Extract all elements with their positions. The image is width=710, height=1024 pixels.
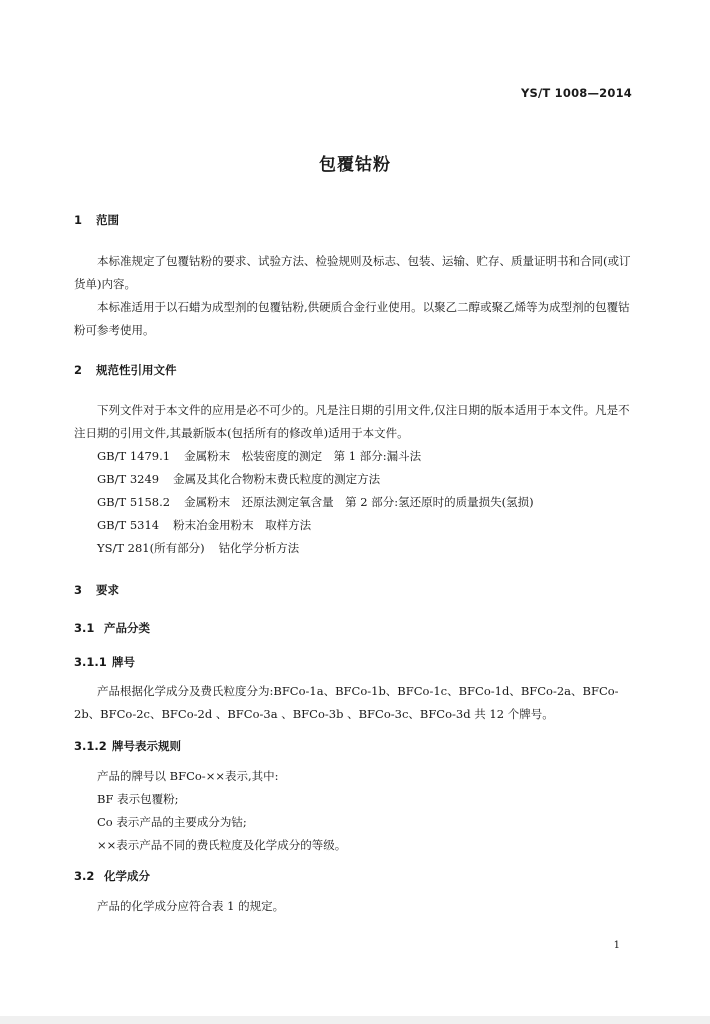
section-3-1-heading: [74, 620, 150, 636]
normative-reference: [97, 494, 534, 510]
section-3-1-1-heading: [74, 654, 135, 670]
section-title: 产品分类: [104, 621, 150, 635]
section-3-1-2-heading: [74, 738, 181, 754]
section-3-heading: [74, 582, 119, 598]
document-title: 包覆钴粉: [319, 155, 391, 175]
section-3-2-heading: [74, 868, 150, 884]
paragraph: 产品根据化学成分及费氏粒度分为:BFCo-1a、BFCo-1b、BFCo-1c、BFCo-1d、BFCo-2a、BFCo-2b、BFCo-2c、BFCo-2d 、BFCo-3a 、BFCo-3b 、BFCo-3c、BFCo-3d 共 12 个牌号。: [74, 684, 619, 721]
reference-code: GB/T 5158.2: [97, 495, 171, 509]
text-line: 产品的化学成分应符合表 1 的规定。: [97, 899, 285, 913]
section-2-heading: [74, 362, 177, 378]
section-number: 3.1.1: [74, 655, 107, 669]
standard-code: YS/T 1008—2014: [521, 86, 632, 100]
section-number: 3: [74, 583, 83, 597]
section-number: 1: [74, 213, 83, 227]
section-title: 范围: [96, 213, 119, 227]
paragraph: 本标准规定了包覆钴粉的要求、试验方法、检验规则及标志、包装、运输、贮存、质量证明书和合同(或订货单)内容。: [74, 254, 631, 291]
section-title: 规范性引用文件: [96, 363, 177, 377]
section-2-intro: [74, 399, 634, 445]
normative-reference: [97, 471, 380, 487]
text-line: 产品的牌号以 BFCo-××表示,其中:: [97, 769, 279, 783]
section-number: 3.1: [74, 621, 95, 635]
section-1-body: [74, 250, 634, 342]
paragraph: 本标准适用于以石蜡为成型剂的包覆钴粉,供硬质合金行业使用。以聚乙二醇或聚乙烯等为成型剂的包覆钴粉可参考使用。: [74, 300, 630, 337]
reference-code: YS/T 281(所有部分): [97, 541, 205, 555]
section-3-1-1-body: [74, 680, 634, 726]
viewer-bottom-edge: [0, 1016, 710, 1024]
section-number: 3.1.2: [74, 739, 107, 753]
text-line: Co 表示产品的主要成分为钴;: [97, 815, 247, 829]
section-number: 3.2: [74, 869, 95, 883]
normative-reference: [97, 517, 311, 533]
text-line: ××表示产品不同的费氏粒度及化学成分的等级。: [97, 838, 347, 852]
reference-title: 金属粉末 还原法测定氧含量 第 2 部分:氢还原时的质量损失(氢损): [184, 495, 534, 509]
normative-reference: [97, 448, 421, 464]
section-title: 牌号表示规则: [112, 739, 181, 753]
section-number: 2: [74, 363, 83, 377]
reference-code: GB/T 1479.1: [97, 449, 171, 463]
reference-code: GB/T 5314: [97, 518, 160, 532]
section-1-heading: [74, 212, 119, 228]
paragraph: 下列文件对于本文件的应用是必不可少的。凡是注日期的引用文件,仅注日期的版本适用于本文件。凡是不注日期的引用文件,其最新版本(包括所有的修改单)适用于本文件。: [74, 403, 630, 440]
reference-title: 钴化学分析方法: [218, 541, 300, 555]
section-title: 化学成分: [104, 869, 150, 883]
page-number: 1: [613, 940, 620, 951]
section-title: 要求: [96, 583, 119, 597]
normative-reference: [97, 540, 299, 556]
reference-title: 粉末冶金用粉末 取样方法: [173, 518, 312, 532]
reference-title: 金属粉末 松装密度的测定 第 1 部分:漏斗法: [184, 449, 422, 463]
section-title: 牌号: [112, 655, 135, 669]
reference-title: 金属及其化合物粉末费氏粒度的测定方法: [173, 472, 381, 486]
reference-code: GB/T 3249: [97, 472, 160, 486]
text-line: BF 表示包覆粉;: [97, 792, 179, 806]
